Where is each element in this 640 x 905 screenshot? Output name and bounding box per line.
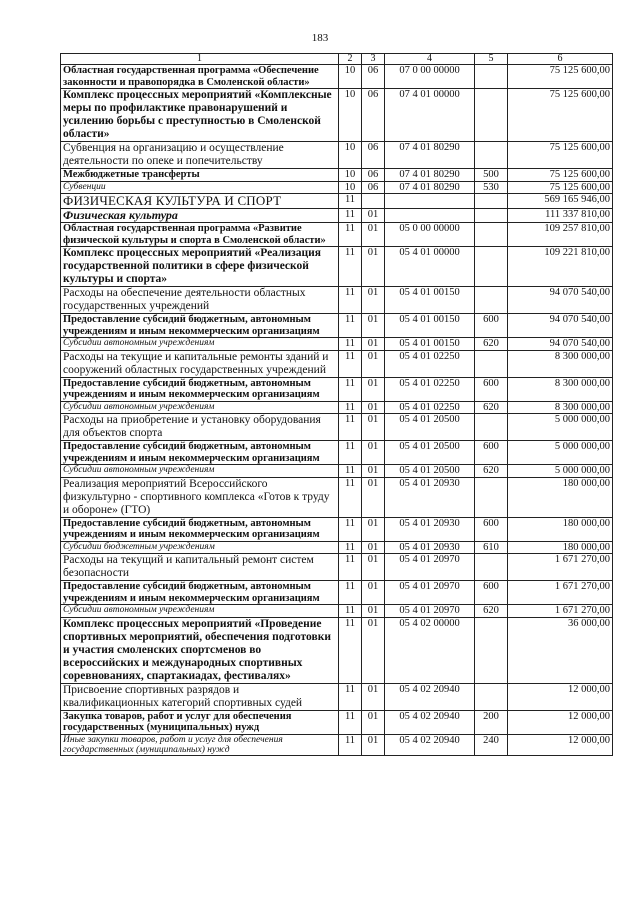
row-section-code: 11 (339, 338, 362, 351)
row-amount: 94 070 540,00 (508, 314, 613, 338)
table-row (61, 287, 613, 314)
row-section-code: 11 (339, 683, 362, 710)
table-row (61, 401, 613, 414)
row-amount: 75 125 600,00 (508, 65, 613, 89)
row-amount: 12 000,00 (508, 710, 613, 734)
row-subsection-code: 01 (362, 734, 385, 755)
budget-table (60, 53, 613, 756)
row-section-code: 11 (339, 247, 362, 287)
table-row (61, 209, 613, 223)
row-name: Реализация мероприятий Всероссийского физкультурно - спортивного комплекса «Готов к труду и обороне» (ГТО) (61, 477, 339, 517)
row-name: Расходы на приобретение и установку оборудования для объектов спорта (61, 414, 339, 441)
row-name: Межбюджетные трансферты (61, 169, 339, 182)
row-section-code: 11 (339, 414, 362, 441)
row-subsection-code: 01 (362, 710, 385, 734)
row-section-code: 11 (339, 223, 362, 247)
row-target-code: 07 4 01 80290 (385, 169, 475, 182)
row-subsection-code: 01 (362, 314, 385, 338)
row-amount: 109 257 810,00 (508, 223, 613, 247)
header-row (61, 54, 613, 65)
row-expense-type (475, 287, 508, 314)
row-name: ФИЗИЧЕСКАЯ КУЛЬТУРА И СПОРТ (61, 194, 339, 209)
table-row (61, 541, 613, 554)
row-name: Субсидии бюджетным учреждениям (61, 541, 339, 554)
row-section-code: 11 (339, 477, 362, 517)
row-target-code (385, 194, 475, 209)
row-subsection-code: 01 (362, 401, 385, 414)
row-target-code: 05 4 01 00150 (385, 338, 475, 351)
row-section-code: 11 (339, 581, 362, 605)
row-expense-type (475, 350, 508, 377)
row-amount: 75 125 600,00 (508, 142, 613, 169)
table-row (61, 710, 613, 734)
row-amount: 8 300 000,00 (508, 377, 613, 401)
table-row (61, 605, 613, 618)
row-name: Расходы на текущие и капитальные ремонты зданий и сооружений областных государственных учреждений (61, 350, 339, 377)
row-section-code: 11 (339, 194, 362, 209)
row-subsection-code: 01 (362, 617, 385, 683)
table-row (61, 554, 613, 581)
table-row (61, 581, 613, 605)
row-expense-type: 600 (475, 581, 508, 605)
row-name: Физическая культура (61, 209, 339, 223)
row-subsection-code: 01 (362, 541, 385, 554)
row-amount: 5 000 000,00 (508, 441, 613, 465)
row-expense-type (475, 617, 508, 683)
table-row (61, 338, 613, 351)
table-row (61, 350, 613, 377)
row-name: Комплекс процессных мероприятий «Реализация государственной политики в сфере физической культуры и спорта» (61, 247, 339, 287)
row-subsection-code: 01 (362, 517, 385, 541)
row-section-code: 10 (339, 142, 362, 169)
row-subsection-code: 01 (362, 477, 385, 517)
row-subsection-code: 06 (362, 65, 385, 89)
row-name: Субсидии автономным учреждениям (61, 465, 339, 478)
table-row (61, 314, 613, 338)
row-expense-type (475, 554, 508, 581)
row-expense-type: 620 (475, 605, 508, 618)
row-amount: 5 000 000,00 (508, 465, 613, 478)
row-name: Комплекс процессных мероприятий «Комплексные меры по профилактике правонарушений и усилению борьбы с преступностью в Смоленской области» (61, 89, 339, 142)
row-subsection-code: 01 (362, 209, 385, 223)
row-name: Субсидии автономным учреждениям (61, 338, 339, 351)
row-subsection-code: 01 (362, 554, 385, 581)
row-subsection-code (362, 194, 385, 209)
row-target-code (385, 209, 475, 223)
row-target-code: 05 4 02 20940 (385, 734, 475, 755)
row-amount: 1 671 270,00 (508, 554, 613, 581)
row-name: Иные закупки товаров, работ и услуг для обеспечения государственных (муниципальных) нужд (61, 734, 339, 755)
row-expense-type (475, 65, 508, 89)
row-expense-type: 620 (475, 465, 508, 478)
row-section-code: 11 (339, 605, 362, 618)
row-target-code: 05 4 01 00150 (385, 287, 475, 314)
row-name: Областная государственная программа «Обеспечение законности и правопорядка в Смоленской области» (61, 65, 339, 89)
row-section-code: 11 (339, 401, 362, 414)
table-row (61, 617, 613, 683)
row-subsection-code: 01 (362, 223, 385, 247)
row-amount: 1 671 270,00 (508, 581, 613, 605)
row-amount: 180 000,00 (508, 541, 613, 554)
row-section-code: 11 (339, 287, 362, 314)
row-amount: 75 125 600,00 (508, 89, 613, 142)
row-expense-type (475, 142, 508, 169)
row-target-code: 07 4 01 80290 (385, 181, 475, 194)
row-name: Субсидии автономным учреждениям (61, 401, 339, 414)
table-row (61, 734, 613, 755)
header-col-6: 6 (508, 54, 613, 65)
row-expense-type: 200 (475, 710, 508, 734)
row-amount: 12 000,00 (508, 683, 613, 710)
row-expense-type: 620 (475, 338, 508, 351)
row-section-code: 11 (339, 441, 362, 465)
row-expense-type: 240 (475, 734, 508, 755)
header-col-3: 3 (362, 54, 385, 65)
row-section-code: 11 (339, 350, 362, 377)
row-amount: 109 221 810,00 (508, 247, 613, 287)
row-section-code: 11 (339, 617, 362, 683)
row-name: Предоставление субсидий бюджетным, автономным учреждениям и иным некоммерческим организациям (61, 441, 339, 465)
row-target-code: 05 4 01 20930 (385, 517, 475, 541)
row-target-code: 05 4 01 20970 (385, 581, 475, 605)
row-amount: 94 070 540,00 (508, 338, 613, 351)
row-amount: 180 000,00 (508, 477, 613, 517)
row-expense-type (475, 477, 508, 517)
row-target-code: 07 0 00 00000 (385, 65, 475, 89)
row-amount: 75 125 600,00 (508, 181, 613, 194)
row-section-code: 11 (339, 554, 362, 581)
row-section-code: 11 (339, 734, 362, 755)
row-name: Субсидии автономным учреждениям (61, 605, 339, 618)
table-row (61, 247, 613, 287)
row-expense-type: 610 (475, 541, 508, 554)
row-name: Закупка товаров, работ и услуг для обеспечения государственных (муниципальных) нужд (61, 710, 339, 734)
row-target-code: 05 4 01 20500 (385, 441, 475, 465)
row-target-code: 05 4 01 20930 (385, 477, 475, 517)
row-expense-type (475, 194, 508, 209)
row-target-code: 07 4 01 80290 (385, 142, 475, 169)
row-subsection-code: 01 (362, 338, 385, 351)
row-target-code: 05 4 01 00000 (385, 247, 475, 287)
table-row (61, 517, 613, 541)
row-expense-type (475, 209, 508, 223)
row-expense-type: 600 (475, 377, 508, 401)
table-row (61, 223, 613, 247)
row-amount: 1 671 270,00 (508, 605, 613, 618)
row-target-code: 05 4 01 20500 (385, 414, 475, 441)
row-expense-type: 600 (475, 517, 508, 541)
table-row (61, 194, 613, 209)
row-amount: 8 300 000,00 (508, 401, 613, 414)
row-target-code: 07 4 01 00000 (385, 89, 475, 142)
row-name: Присвоение спортивных разрядов и квалификационных категорий спортивных судей (61, 683, 339, 710)
row-target-code: 05 4 01 20500 (385, 465, 475, 478)
row-subsection-code: 01 (362, 441, 385, 465)
row-amount: 12 000,00 (508, 734, 613, 755)
table-row (61, 142, 613, 169)
row-name: Предоставление субсидий бюджетным, автономным учреждениям и иным некоммерческим организациям (61, 517, 339, 541)
table-row (61, 465, 613, 478)
row-subsection-code: 01 (362, 377, 385, 401)
row-name: Субвенции (61, 181, 339, 194)
row-amount: 569 165 946,00 (508, 194, 613, 209)
row-target-code: 05 4 01 02250 (385, 377, 475, 401)
row-section-code: 11 (339, 541, 362, 554)
row-expense-type: 600 (475, 441, 508, 465)
row-amount: 94 070 540,00 (508, 287, 613, 314)
header-col-5: 5 (475, 54, 508, 65)
row-subsection-code: 06 (362, 142, 385, 169)
row-target-code: 05 4 01 02250 (385, 401, 475, 414)
row-name: Предоставление субсидий бюджетным, автономным учреждениям и иным некоммерческим организациям (61, 314, 339, 338)
row-subsection-code: 01 (362, 465, 385, 478)
row-name: Предоставление субсидий бюджетным, автономным учреждениям и иным некоммерческим организациям (61, 581, 339, 605)
row-subsection-code: 06 (362, 181, 385, 194)
table-row (61, 65, 613, 89)
row-target-code: 05 4 01 20930 (385, 541, 475, 554)
table-row (61, 441, 613, 465)
row-name: Субвенция на организацию и осуществление деятельности по опеке и попечительству (61, 142, 339, 169)
header-col-4: 4 (385, 54, 475, 65)
row-section-code: 11 (339, 377, 362, 401)
row-target-code: 05 4 01 20970 (385, 605, 475, 618)
table-row (61, 477, 613, 517)
row-expense-type: 530 (475, 181, 508, 194)
table-row (61, 377, 613, 401)
row-expense-type: 600 (475, 314, 508, 338)
row-name: Расходы на обеспечение деятельности областных государственных учреждений (61, 287, 339, 314)
table-row (61, 414, 613, 441)
row-subsection-code: 01 (362, 350, 385, 377)
row-expense-type (475, 223, 508, 247)
row-section-code: 11 (339, 465, 362, 478)
table-row (61, 683, 613, 710)
row-section-code: 11 (339, 517, 362, 541)
table-row (61, 89, 613, 142)
row-section-code: 11 (339, 314, 362, 338)
row-expense-type (475, 683, 508, 710)
row-section-code: 10 (339, 169, 362, 182)
row-amount: 8 300 000,00 (508, 350, 613, 377)
row-expense-type (475, 414, 508, 441)
row-target-code: 05 4 02 20940 (385, 710, 475, 734)
row-subsection-code: 01 (362, 605, 385, 618)
row-section-code: 10 (339, 89, 362, 142)
row-subsection-code: 01 (362, 247, 385, 287)
table-row (61, 181, 613, 194)
row-section-code: 10 (339, 181, 362, 194)
row-subsection-code: 06 (362, 89, 385, 142)
row-subsection-code: 01 (362, 287, 385, 314)
row-amount: 180 000,00 (508, 517, 613, 541)
row-target-code: 05 0 00 00000 (385, 223, 475, 247)
table-body (61, 65, 613, 756)
row-amount: 5 000 000,00 (508, 414, 613, 441)
row-target-code: 05 4 02 20940 (385, 683, 475, 710)
row-subsection-code: 01 (362, 581, 385, 605)
row-target-code: 05 4 01 00150 (385, 314, 475, 338)
row-target-code: 05 4 01 02250 (385, 350, 475, 377)
header-col-1: 1 (61, 54, 339, 65)
table-row (61, 169, 613, 182)
row-name: Предоставление субсидий бюджетным, автономным учреждениям и иным некоммерческим организациям (61, 377, 339, 401)
row-name: Областная государственная программа «Развитие физической культуры и спорта в Смоленской области» (61, 223, 339, 247)
row-section-code: 11 (339, 209, 362, 223)
page-number: 183 (311, 32, 329, 44)
row-target-code: 05 4 01 20970 (385, 554, 475, 581)
row-expense-type (475, 247, 508, 287)
row-expense-type: 500 (475, 169, 508, 182)
row-name: Расходы на текущий и капитальный ремонт систем безопасности (61, 554, 339, 581)
row-subsection-code: 01 (362, 683, 385, 710)
header-col-2: 2 (339, 54, 362, 65)
row-subsection-code: 01 (362, 414, 385, 441)
row-expense-type: 620 (475, 401, 508, 414)
row-subsection-code: 06 (362, 169, 385, 182)
row-amount: 75 125 600,00 (508, 169, 613, 182)
row-amount: 111 337 810,00 (508, 209, 613, 223)
row-amount: 36 000,00 (508, 617, 613, 683)
row-target-code: 05 4 02 00000 (385, 617, 475, 683)
row-expense-type (475, 89, 508, 142)
row-name: Комплекс процессных мероприятий «Проведение спортивных мероприятий, обеспечения подготовки и участия смоленских спортсменов во всероссийских и международных спортивных соревнованиях, спартакиадах, фестивалях» (61, 617, 339, 683)
row-section-code: 11 (339, 710, 362, 734)
row-section-code: 10 (339, 65, 362, 89)
